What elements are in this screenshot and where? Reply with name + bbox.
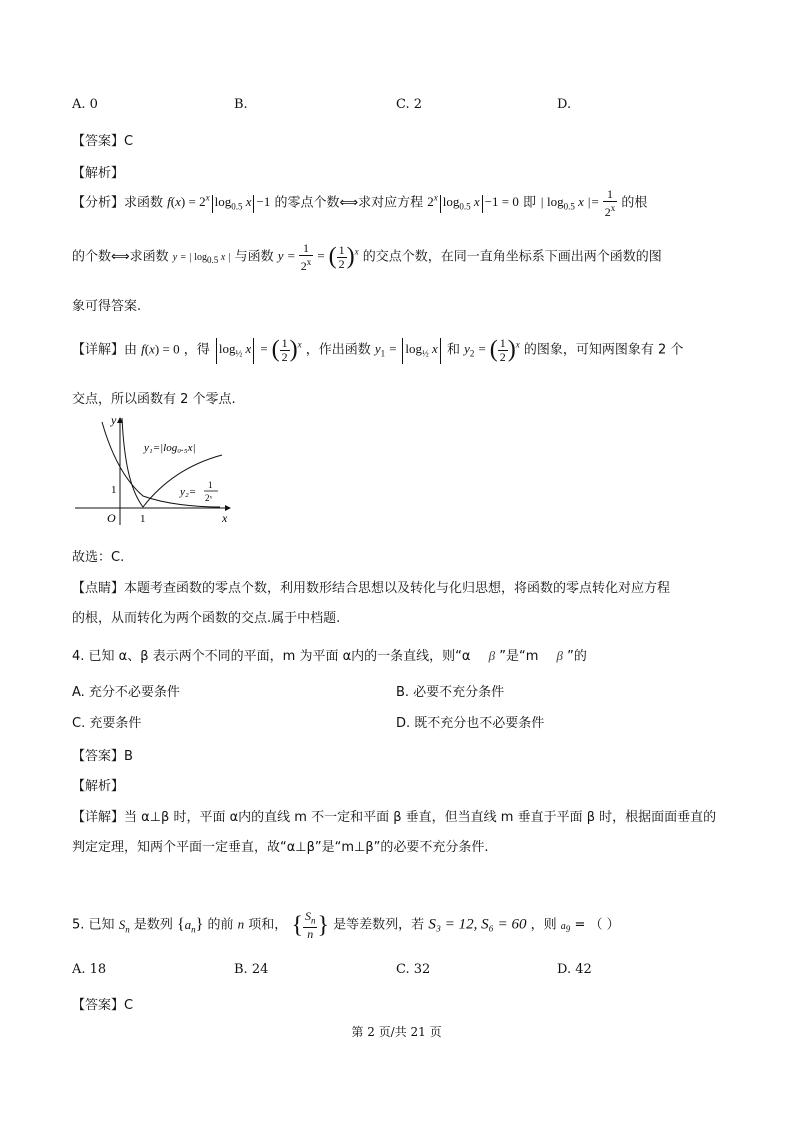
curve-y2-num: 1 <box>208 480 213 490</box>
curve-y1-label: y₁=|log₀.₅x| <box>144 442 196 454</box>
formula-y2: $y_2$ = ( $\frac{1}{2}$ )$^x$ <box>464 336 520 364</box>
text-segment: β <box>488 648 496 663</box>
formula-y-exp: y = $\frac{1}{2^x}$ = ( $\frac{1}{2}$ )$^x$ <box>277 241 359 273</box>
text-segment: β <box>556 648 563 663</box>
q4-option-c: C. 充要条件 <box>72 716 142 731</box>
text-segment: 5. 已知 <box>72 917 115 933</box>
q5-option-c: C. 32 <box>396 962 431 977</box>
q4-option-d: D. 既不充分也不必要条件 <box>396 716 545 731</box>
symbol-sn-over-n: { $\frac{S_n}{n}$ } <box>291 909 330 942</box>
text-segment: 的交点个数，在同一直角坐标系下画出两个函数的图 <box>362 249 662 265</box>
formula-y-abs-log: y = | $\log_{0.5} x$ | <box>172 252 231 266</box>
q4-answer: 【答案】B <box>72 749 133 764</box>
q5-option-a: A. 18 <box>72 962 107 977</box>
formula-equation: 2$^x$ $\log_{0.5} x -1 = 0$ <box>427 193 519 213</box>
text-segment: ”的 <box>567 649 587 664</box>
text-segment: ，则 <box>530 917 557 933</box>
q3-analysis-line-2 <box>72 242 662 273</box>
formula-y1: $y_1 = \log_{\frac{1}{2}} x$ <box>375 341 443 356</box>
symbol-sn: $S_n$ <box>118 916 130 935</box>
text-segment: 的前 <box>207 917 234 933</box>
q3-answer: 【答案】C <box>72 134 134 149</box>
curve-y2-label: y₂= <box>180 486 197 498</box>
q3-comment-line-2: 的根，从而转化为两个函数的交点.属于中档题. <box>72 611 341 626</box>
q4-option-a: A. 充分不必要条件 <box>72 685 180 700</box>
text-segment: 与函数 <box>234 249 274 265</box>
formula-fx: $f(x) = 2^x$ $\log_{0.5} x -1$ <box>167 193 271 213</box>
q4-detail-line-1: 【详解】当 α⊥β 时，平面 α内的直线 m 不一定和平面 β 垂直，但当直线 m 垂直于平面 β 时，根据面面垂直的 <box>72 810 717 825</box>
y-axis-label: y <box>111 413 117 427</box>
q5-answer: 【答案】C <box>72 998 134 1013</box>
symbol-an: $\{a_n\}$ <box>176 915 204 935</box>
q4-analysis-label: 【解析】 <box>72 779 125 794</box>
q3-option-b: B. <box>234 97 248 112</box>
q5-stem <box>72 910 620 941</box>
text-segment: 4. 已知 α、β 表示两个不同的平面，m 为平面 α内的一条直线，则“α <box>72 649 471 664</box>
q3-analysis-line-1 <box>72 188 647 219</box>
x-tick-label: 1 <box>140 513 146 525</box>
page-footer: 第 2 页/共 21 页 <box>351 1025 442 1039</box>
q3-option-a: A. 0 <box>72 97 98 112</box>
text-segment: 和 <box>446 342 460 358</box>
text-segment: 的图象，可知两图象有 2 个 <box>523 342 684 358</box>
x-axis-label: x <box>222 511 228 525</box>
q3-detail-line-1 <box>72 337 683 364</box>
q3-analysis-label: 【解析】 <box>72 166 125 181</box>
formula-abs-eq: | $\log_{0.5} x$ |= $\frac{1}{2^x}$ <box>540 187 616 219</box>
text-segment: 即 <box>522 195 536 211</box>
q4-option-b: B. 必要不充分条件 <box>396 685 505 700</box>
text-segment: 的根 <box>621 195 648 211</box>
symbol-a9: $a_9$ <box>560 920 571 934</box>
q3-detail-line-2: 交点，所以函数有 2 个零点. <box>72 392 236 407</box>
text-segment: 是等差数列，若 <box>333 917 425 933</box>
symbol-n: n <box>237 916 245 932</box>
text-segment: ，得 <box>183 342 210 358</box>
formula-condition: S₃ = 12, S₆ = 60 <box>428 916 527 933</box>
function-graph-figure <box>70 410 240 530</box>
q3-analysis-line-3: 象可得答案. <box>72 299 142 314</box>
q5-option-d: D. 42 <box>557 962 592 977</box>
curve-y2-den: 2ˣ <box>205 493 213 503</box>
q3-option-d: D. <box>557 97 572 112</box>
text-segment: 项和， <box>248 917 288 933</box>
y-tick-label: 1 <box>111 484 117 496</box>
text-segment: ，作出函数 <box>305 342 371 358</box>
text-segment: ”是“m <box>499 649 539 664</box>
text-segment: 【分析】求函数 <box>72 195 164 211</box>
formula-detail-eq: $\log_{\frac{1}{2}} x$ = ( $\frac{1}{2}$ )$^x$ <box>214 341 302 356</box>
text-segment: 的零点个数⟺求对应方程 <box>274 195 424 211</box>
q4-detail-line-2: 判定定理，知两个平面一定垂直，故“α⊥β”是“m⊥β”的必要不充分条件. <box>72 840 489 855</box>
origin-label: O <box>107 511 116 525</box>
q4-stem <box>72 645 587 664</box>
q3-option-c: C. 2 <box>396 97 423 112</box>
formula-fx-zero: f(x) = 0 <box>141 341 180 357</box>
text-segment: 【详解】由 <box>72 342 138 358</box>
text-segment: = （ ） <box>574 917 620 933</box>
q3-choice: 故选：C. <box>72 550 125 565</box>
q5-option-b: B. 24 <box>234 962 269 977</box>
text-segment: 是数列 <box>133 917 173 933</box>
text-segment: 的个数⟺求函数 <box>72 249 169 265</box>
q3-comment-line-1: 【点睛】本题考查函数的零点个数，利用数形结合思想以及转化与化归思想，将函数的零点转化对应方程 <box>72 581 671 596</box>
